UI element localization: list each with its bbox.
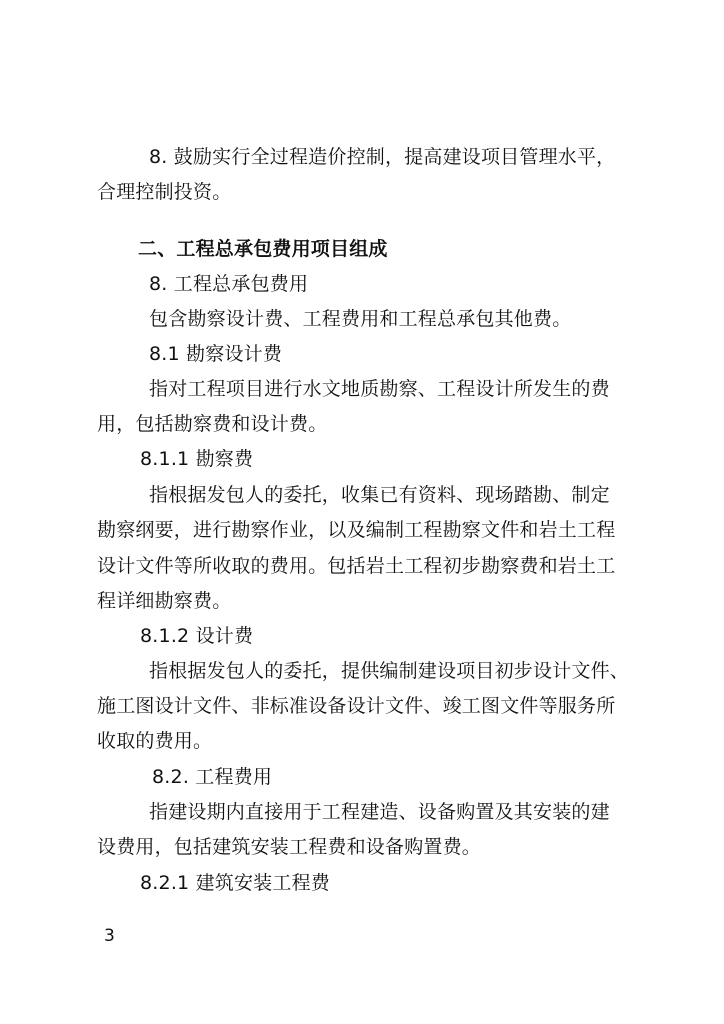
subitem-heading: 8.1.2 设计费 [140, 625, 254, 647]
paragraph-line: 收取的费用。 [97, 730, 213, 752]
subitem-heading: 8.1.1 勘察费 [140, 448, 254, 470]
paragraph-line: 合理控制投资。 [97, 181, 232, 203]
paragraph-line: 8. 鼓励实行全过程造价控制，提高建设项目管理水平， [149, 146, 616, 168]
item-heading: 8.2. 工程费用 [152, 766, 273, 788]
item-heading: 8.1 勘察设计费 [149, 343, 283, 365]
paragraph-line: 指根据发包人的委托，收集已有资料、现场踏勘、制定 [149, 484, 610, 506]
subitem-heading: 8.2.1 建筑安装工程费 [140, 872, 330, 894]
page-number: 3 [104, 926, 115, 946]
paragraph-line: 指对工程项目进行水文地质勘察、工程设计所发生的费 [149, 378, 610, 400]
paragraph-line: 包含勘察设计费、工程费用和工程总承包其他费。 [149, 308, 572, 330]
paragraph-line: 指根据发包人的委托，提供编制建设项目初步设计文件、 [149, 660, 630, 682]
paragraph-line: 设计文件等所收取的费用。包括岩土工程初步勘察费和岩土工 [97, 555, 616, 577]
paragraph-line: 用，包括勘察费和设计费。 [97, 413, 328, 435]
paragraph-line: 设费用，包括建筑安装工程费和设备购置费。 [97, 836, 482, 858]
item-heading: 8. 工程总承包费用 [149, 273, 309, 295]
paragraph-line: 指建设期内直接用于工程建造、设备购置及其安装的建 [149, 801, 610, 823]
paragraph-line: 程详细勘察费。 [97, 590, 232, 612]
paragraph-line: 施工图设计文件、非标准设备设计文件、竣工图文件等服务所 [97, 695, 616, 717]
section-heading: 二、工程总承包费用项目组成 [138, 238, 388, 260]
paragraph-line: 勘察纲要，进行勘察作业，以及编制工程勘察文件和岩土工程 [97, 519, 616, 541]
